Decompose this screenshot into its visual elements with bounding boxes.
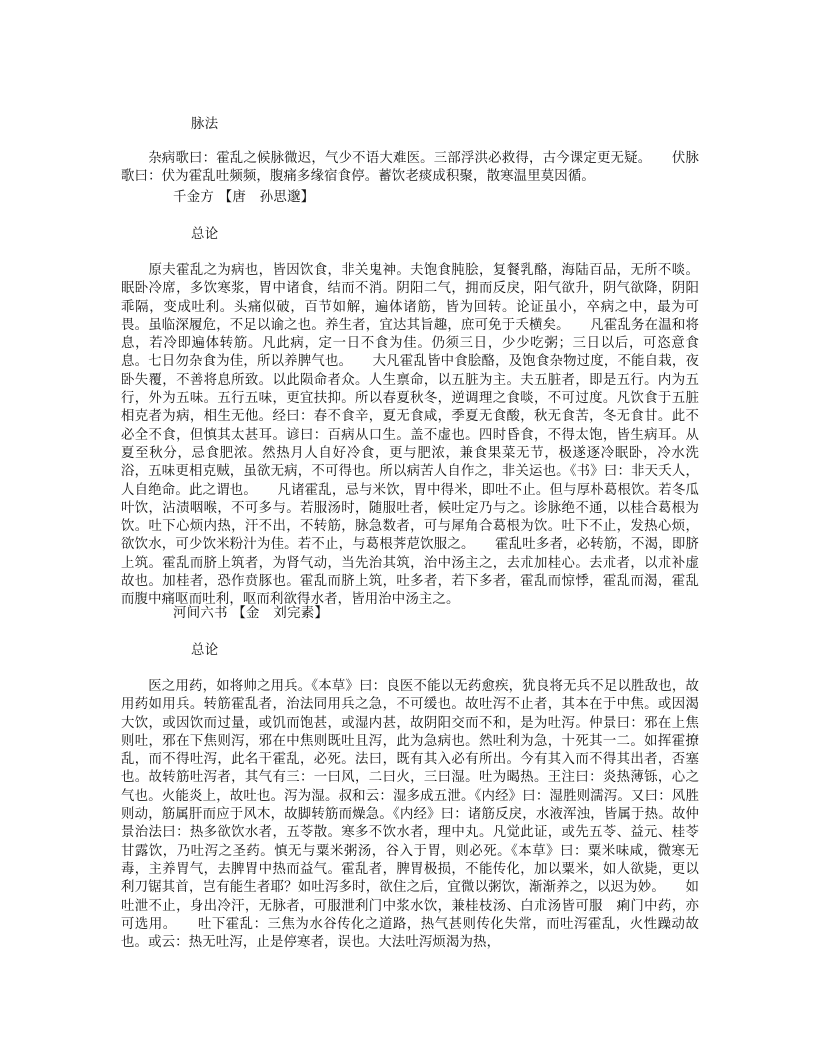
summary-heading-1: 总论 [191,227,219,242]
hejian-paragraph: 医之用药，如将帅之用兵。《本草》曰：良医不能以无药愈疾，犹良将无兵不足以胜敌也，故用药如用兵。转筋霍乱者，治法同用兵之急，不可缓也。故吐泻不止者，其本在于中焦。或因渴大饮，或因饮而过量，或饥而饱甚，或湿内甚，故阴阳交而不和，是为吐泻。仲景曰：邪在上焦则吐，邪在下焦则泻，邪在中焦则既吐且泻，此为急病也。然吐利为急，十死其一二。如挥霍撩乱，而不得吐泻，此名干霍乱，必死。法曰，既有其入必有所出。今有其入而不得其出者，否塞也。故转筋吐泻者，其气有三：一曰风，二曰火，三曰湿。吐为暍热。王注曰：炎热薄铄，心之气也。火能炎上，故吐也。泻为湿。叔和云：湿多成五泄。《内经》曰：湿胜则濡泻。又曰：风胜则动，筋属肝而应于风木，故脚转筋而燥急。《内经》曰：诸筋反戾，水液浑浊，皆属于热。故仲景治法曰：热多欲饮水者，五苓散。寒多不饮水者，理中丸。凡觉此证，或先五苓、益元、桂苓甘露饮，乃吐泻之圣药。慎无与粟米粥汤，谷入于胃，则必死。《本草》曰：粟米味咸，微寒无毒，主养胃气，去脾胃中热而益气。霍乱者，脾胃极损，不能传化，加以粟米，如人欲毙，更以利刀锯其首，岂有能生者耶？如吐泻多时，欲住之后，宜微以粥饮，渐渐养之，以迟为妙。 如吐泄不止，身出冷汗，无脉者，可服泄利门中浆水饮，兼桂枝汤、白朮汤皆可服 痢门中药，亦可选用。 吐下霍乱：三焦为水谷传化之道路，热气甚则传化失常，而吐泻霍乱，火性躁动故也。或云：热无吐泻，止是停寒者，误也。大法吐泻烦渴为热， [121,679,699,951]
qianjin-paragraph: 原夫霍乱之为病也，皆因饮食，非关鬼神。夫饱食肫脍，复餐乳酪，海陆百品，无所不啖。眠卧冷席，多饮寒浆，胃中诸食，结而不消。阴阳二气，拥而反戾，阳气欲升，阴气欲降，阴阳乖隔，变成吐利。头痛似破，百节如解，遍体诸筋，皆为回转。论证虽小，卒病之中，最为可畏。虽临深履危，不足以谕之也。养生者，宜达其旨趣，庶可免于夭横矣。 凡霍乱务在温和将息，若冷即遍体转筋。凡此病，定一日不食为佳。仍须三日，少少吃粥；三日以后，可恣意食息。七日勿杂食为佳，所以养脾气也。 大凡霍乱皆中食脍酪，及饱食杂物过度，不能自栽，夜卧失覆，不善将息所致。以此陨命者众。人生禀命，以五脏为主。夫五脏者，即是五行。内为五行，外为五味。五行五味，更宜扶抑。所以春夏秋冬，逆调理之食啖，不可过度。凡饮食于五脏相克者为病，相生无他。经曰：春不食辛，夏无食咸，季夏无食酸，秋无食苦，冬无食甘。此不必全不食，但慎其太甚耳。谚曰：百病从口生。盖不虚也。四时昏食，不得太饱，皆生病耳。从夏至秋分，忌食肥浓。然热月人自好冷食，更与肥浓，兼食果菜无节，极遂逐冷眠卧，冷水洗浴，五味更相克贼，虽欲无病，不可得也。所以病苦人自作之，非关运也。《书》曰：非天夭人，人自绝命。此之谓也。 凡诸霍乱，忌与米饮，胃中得米，即吐不止。但与厚朴葛根饮。若冬瓜叶饮，沾渍咽喉，不可多与。若服汤时，随服吐者，候吐定乃与之。诊脉绝不通，以桂合葛根为饮。吐下心烦内热，汗不出，不转筋，脉急数者，可与犀角合葛根为饮。吐下不止，发热心烦，欲饮水，可少饮米粉汁为佳。若不止，与葛根荠苨饮服之。 霍乱吐多者，必转筋，不渴，即脐上筑。霍乱而脐上筑者，为肾气动，当先治其筑，治中汤主之，去朮加桂心。去朮者，以朮补虚故也。加桂者，恐作贲豚也。霍乱而脐上筑，吐多者，若下多者，霍乱而惊悸，霍乱而渴，霍乱而腹中痛呕而吐利，呕而利欲得水者，皆用治中汤主之。 [121,263,699,608]
pulse-paragraph: 杂病歌曰：霍乱之候脉微迟，气少不语大难医。三部浮洪必救得，古今课定更无疑。 伏脉歌曰：伏为霍乱吐频频，腹痛多缘宿食停。蓄饮老痰成积聚，散寒温里莫因循。 [121,151,699,185]
source-hejian: 河间六书 【金 刘完素】 [173,606,329,621]
summary-heading-2: 总论 [191,643,219,658]
pulse-heading: 脉法 [191,117,219,132]
source-qianjin: 千金方 【唐 孙思邈】 [173,190,315,205]
